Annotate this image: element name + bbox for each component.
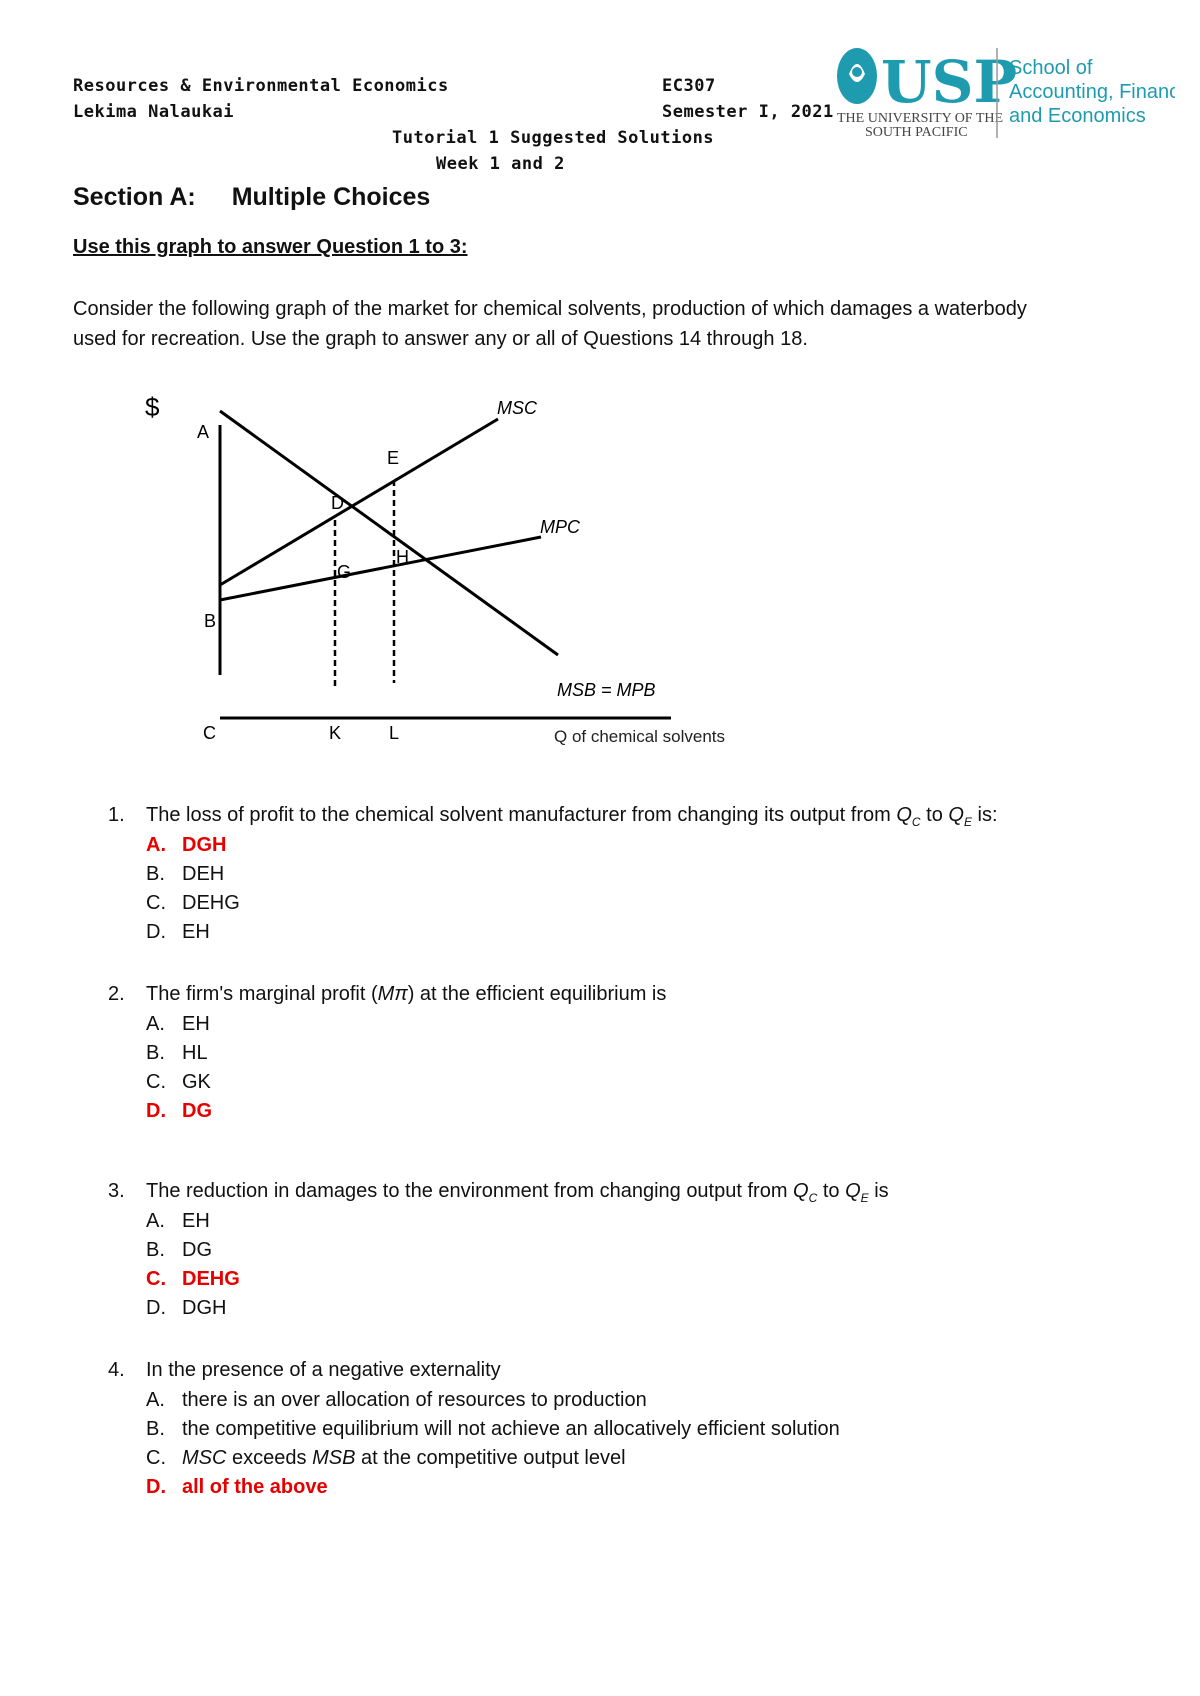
option-letter: C. xyxy=(146,892,166,914)
option-letter: A. xyxy=(146,834,166,856)
section-label: Section A: xyxy=(73,183,196,211)
option-text: there is an over allocation of resources to production xyxy=(182,1389,647,1411)
option-b xyxy=(146,863,224,886)
mpc-curve xyxy=(220,537,541,600)
stem-text: is: xyxy=(971,804,998,826)
logo-school-line3: and Economics xyxy=(1009,105,1146,127)
question-stem xyxy=(146,804,998,829)
point-label-e: E xyxy=(387,448,400,468)
option-text: DEHG xyxy=(182,1268,240,1290)
q-subscript: E xyxy=(963,815,972,829)
option-text: exceeds xyxy=(226,1447,313,1469)
course-name: Resources & Environmental Economics xyxy=(73,76,449,96)
msc-label: MSC xyxy=(497,398,537,418)
option-d xyxy=(146,1297,226,1320)
option-letter: A. xyxy=(146,1389,165,1411)
option-letter: B. xyxy=(146,1418,165,1440)
option-text: GK xyxy=(182,1071,211,1093)
stem-text: The firm's marginal profit ( xyxy=(146,983,378,1005)
point-label-b: B xyxy=(204,611,217,631)
option-letter: B. xyxy=(146,1042,165,1064)
option-text: EH xyxy=(182,1210,210,1232)
course-code: EC307 xyxy=(662,76,716,96)
option-c xyxy=(146,1071,211,1094)
q-symbol: Q xyxy=(948,804,964,826)
logo-university-line2: SOUTH PACIFIC xyxy=(865,125,968,140)
option-a xyxy=(146,1210,210,1233)
logo-university-line1: THE UNIVERSITY OF THE xyxy=(837,111,1004,126)
graph-instruction: Use this graph to answer Question 1 to 3: xyxy=(73,236,468,258)
intro-line-1: Consider the following graph of the market for chemical solvents, production of which damages a waterbody xyxy=(73,298,1027,320)
option-letter: C. xyxy=(146,1268,166,1290)
question-number: 4. xyxy=(108,1359,125,1381)
q-symbol: Q xyxy=(793,1180,809,1202)
option-b xyxy=(146,1418,840,1441)
point-label-g: G xyxy=(337,562,352,582)
option-text: DGH xyxy=(182,1297,227,1319)
point-label-k: K xyxy=(329,723,342,743)
option-c xyxy=(146,1268,240,1291)
stem-text: is xyxy=(868,1180,889,1202)
option-d xyxy=(146,921,210,944)
logo-school-line1: School of xyxy=(1009,57,1093,79)
question-number: 2. xyxy=(108,983,125,1005)
marginal-profit-symbol: Mπ xyxy=(377,983,408,1005)
option-letter: D. xyxy=(146,1297,166,1319)
mpc-label: MPC xyxy=(540,517,580,537)
option-letter: D. xyxy=(146,1476,166,1498)
msb-term: MSB xyxy=(312,1447,356,1469)
stem-text: ) at the efficient equilibrium is xyxy=(407,983,667,1005)
option-letter: A. xyxy=(146,1013,165,1035)
option-letter: B. xyxy=(146,1239,165,1261)
option-letter: D. xyxy=(146,1100,166,1122)
point-label-d: D xyxy=(331,493,344,513)
option-a xyxy=(146,834,226,857)
option-letter: C. xyxy=(146,1071,166,1093)
option-b xyxy=(146,1042,208,1065)
stem-text: The reduction in damages to the environment from changing output from xyxy=(146,1180,794,1202)
option-a xyxy=(146,1013,210,1036)
lecturer-name: Lekima Nalaukai xyxy=(73,102,235,122)
option-text: the competitive equilibrium will not achieve an allocatively efficient solution xyxy=(182,1418,840,1440)
option-text: DG xyxy=(182,1100,212,1122)
option-c xyxy=(146,892,240,915)
point-label-l: L xyxy=(389,723,400,743)
option-text: all of the above xyxy=(182,1476,328,1498)
question-stem xyxy=(146,1180,889,1205)
point-label-a: A xyxy=(197,422,210,442)
option-a xyxy=(146,1389,647,1412)
option-text: EH xyxy=(182,1013,210,1035)
option-text: DG xyxy=(182,1239,212,1261)
logo-school-line2: Accounting, Finance xyxy=(1009,81,1175,103)
option-text: DEH xyxy=(182,863,225,885)
semester: Semester I, 2021 xyxy=(662,102,834,122)
option-d xyxy=(146,1100,212,1123)
option-letter: C. xyxy=(146,1447,166,1469)
question-stem xyxy=(146,983,666,1006)
option-text: DGH xyxy=(182,834,227,856)
option-letter: A. xyxy=(146,1210,165,1232)
q-symbol: Q xyxy=(896,804,912,826)
usp-emblem-icon xyxy=(837,48,877,104)
externality-graph xyxy=(125,385,765,755)
option-text: at the competitive output level xyxy=(355,1447,626,1469)
msc-term: MSC xyxy=(182,1447,227,1469)
weeks-label: Week 1 and 2 xyxy=(436,154,565,174)
stem-text: to xyxy=(920,804,949,826)
q-subscript: C xyxy=(911,815,921,829)
option-letter: D. xyxy=(146,921,166,943)
msc-curve xyxy=(220,419,498,585)
intro-paragraph xyxy=(73,294,1153,354)
q-subscript: C xyxy=(808,1191,818,1205)
q-subscript: E xyxy=(860,1191,869,1205)
intro-line-2: used for recreation. Use the graph to answer any or all of Questions 14 through 18. xyxy=(73,328,808,350)
logo-abbr: USP xyxy=(881,48,1018,116)
stem-text: The loss of profit to the chemical solvent manufacturer from changing its output from xyxy=(146,804,897,826)
option-b xyxy=(146,1239,212,1262)
y-axis-symbol: $ xyxy=(145,392,160,422)
question-number: 3. xyxy=(108,1180,125,1202)
question-number: 1. xyxy=(108,804,125,826)
option-text: DEHG xyxy=(182,892,240,914)
usp-logo xyxy=(835,44,1175,144)
question-stem: In the presence of a negative externality xyxy=(146,1359,501,1381)
option-c xyxy=(146,1447,626,1470)
section-heading xyxy=(73,183,430,212)
q-symbol: Q xyxy=(845,1180,861,1202)
msb-label: MSB = MPB xyxy=(557,680,656,700)
section-name: Multiple Choices xyxy=(231,183,431,211)
option-text: HL xyxy=(182,1042,208,1064)
stem-text: to xyxy=(817,1180,846,1202)
option-text: EH xyxy=(182,921,210,943)
point-label-c: C xyxy=(203,723,216,743)
point-label-h: H xyxy=(396,547,409,567)
x-axis-label: Q of chemical solvents xyxy=(554,727,726,746)
option-letter: B. xyxy=(146,863,165,885)
document-title: Tutorial 1 Suggested Solutions xyxy=(392,128,715,148)
option-d xyxy=(146,1476,328,1499)
